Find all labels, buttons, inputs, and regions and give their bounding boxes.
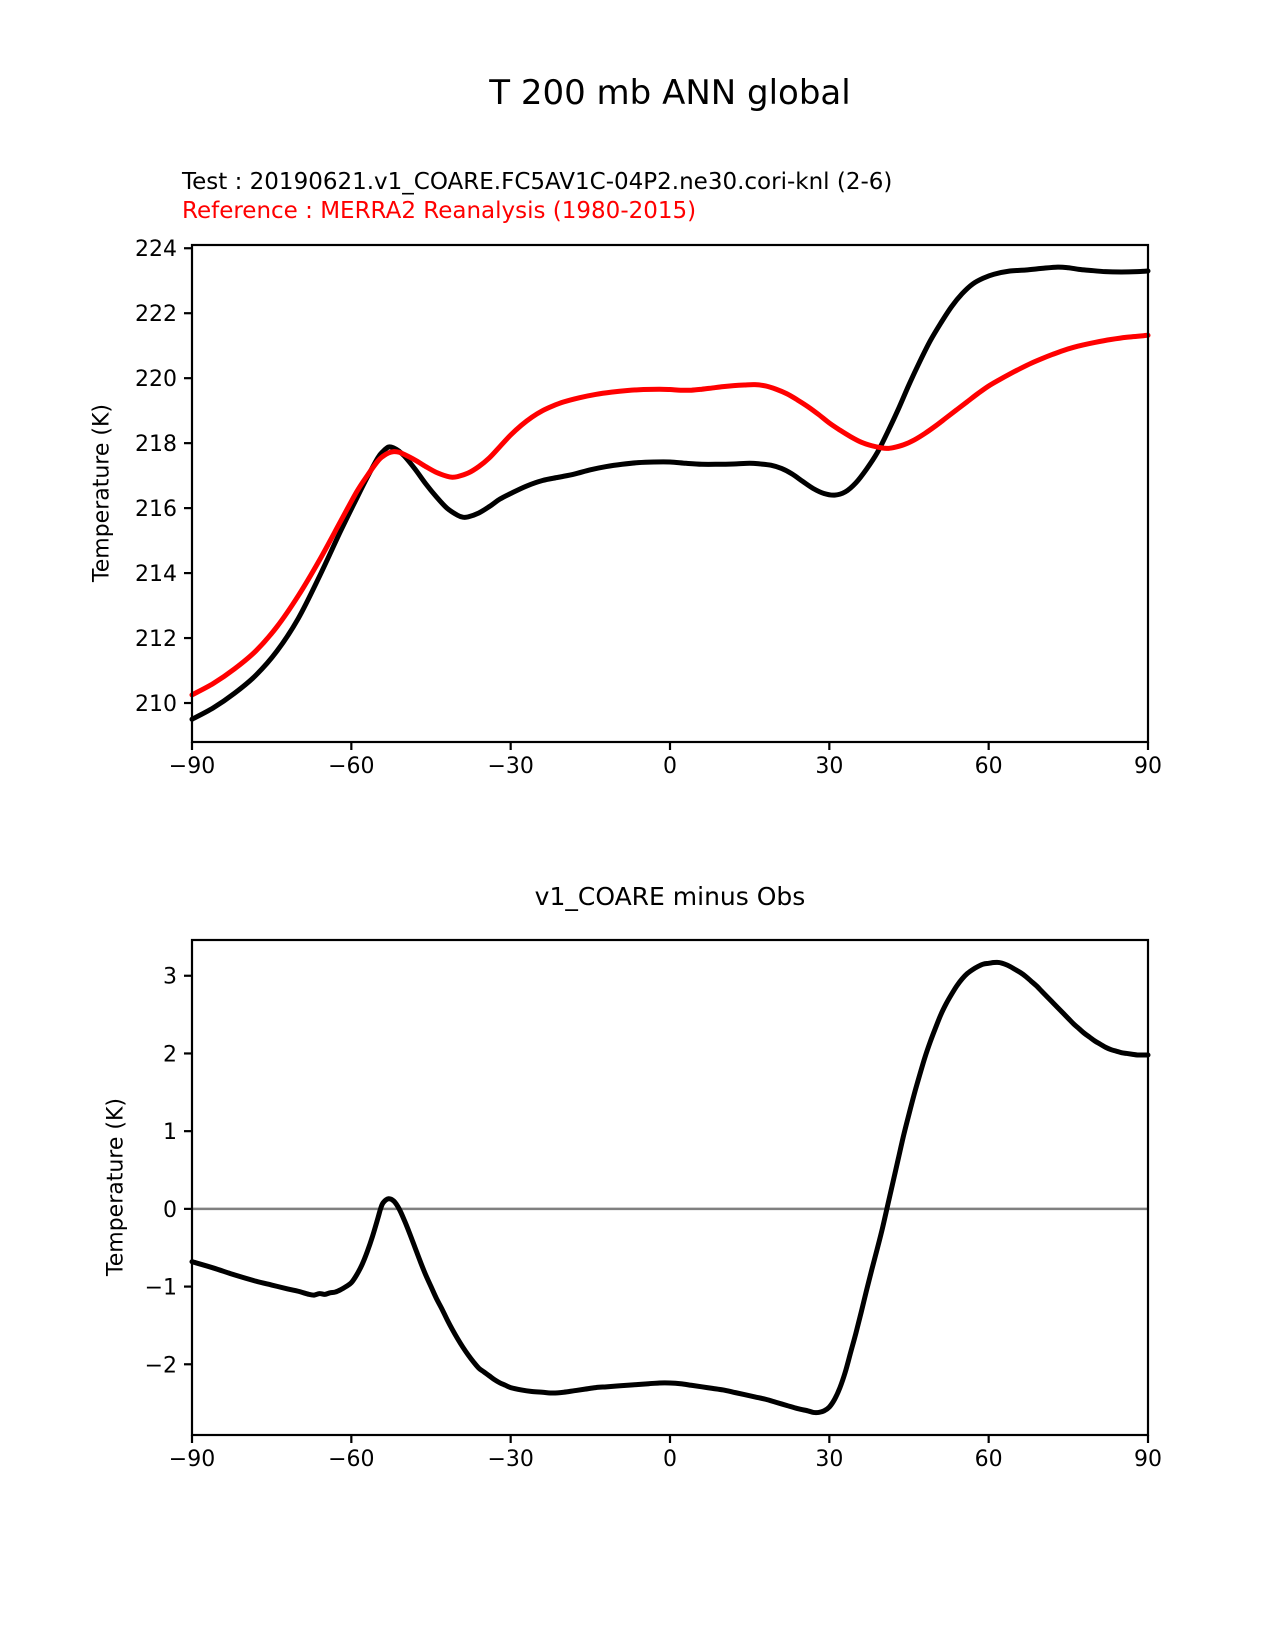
bottom-y-axis-label: Temperature (K) bbox=[103, 1098, 129, 1276]
diff-series-line bbox=[192, 962, 1148, 1412]
x-tick-label: −60 bbox=[328, 754, 375, 779]
x-tick-label: −90 bbox=[168, 1447, 216, 1472]
y-tick-label: 220 bbox=[135, 367, 177, 393]
bottom-chart-canvas bbox=[0, 900, 1275, 1650]
y-tick-label: 216 bbox=[135, 497, 177, 523]
reference-run-label: Reference : MERRA2 Reanalysis (1980-2015) bbox=[182, 198, 697, 224]
x-tick-label: 30 bbox=[815, 1447, 844, 1472]
reference-series-line bbox=[192, 335, 1148, 695]
x-tick-label: 60 bbox=[974, 754, 1003, 779]
x-tick-label: 0 bbox=[663, 754, 677, 779]
x-tick-label: −30 bbox=[487, 1447, 534, 1472]
y-tick-label: 222 bbox=[135, 302, 177, 328]
test-run-label: Test : 20190621.v1_COARE.FC5AV1C-04P2.ne30.cori-knl (2-6) bbox=[182, 169, 893, 195]
x-tick-label: −60 bbox=[328, 1447, 375, 1472]
x-tick-label: 90 bbox=[1134, 754, 1162, 779]
y-tick-label: −2 bbox=[144, 1353, 177, 1379]
x-tick-label: 90 bbox=[1134, 1447, 1162, 1472]
page-title: T 200 mb ANN global bbox=[489, 73, 851, 113]
x-tick-label: −30 bbox=[487, 754, 534, 779]
y-tick-label: 218 bbox=[135, 432, 177, 458]
y-tick-label: 214 bbox=[135, 562, 177, 588]
x-tick-label: 30 bbox=[815, 754, 844, 779]
test-series-line bbox=[192, 267, 1148, 719]
y-tick-label: 1 bbox=[163, 1120, 177, 1146]
y-tick-label: 210 bbox=[135, 692, 177, 718]
x-tick-label: 0 bbox=[663, 1447, 677, 1472]
x-tick-label: 60 bbox=[974, 1447, 1003, 1472]
axes-frame bbox=[192, 245, 1148, 742]
y-tick-label: −1 bbox=[144, 1275, 177, 1301]
diff-chart-title: v1_COARE minus Obs bbox=[534, 882, 806, 911]
y-tick-label: 3 bbox=[163, 964, 177, 990]
y-tick-label: 212 bbox=[135, 627, 177, 653]
y-tick-label: 2 bbox=[163, 1042, 177, 1068]
axes-frame bbox=[192, 940, 1148, 1435]
top-y-axis-label: Temperature (K) bbox=[89, 404, 115, 582]
y-tick-label: 224 bbox=[135, 237, 177, 263]
top-chart-canvas bbox=[0, 0, 1275, 810]
y-tick-label: 0 bbox=[163, 1197, 177, 1223]
x-tick-label: −90 bbox=[168, 754, 216, 779]
